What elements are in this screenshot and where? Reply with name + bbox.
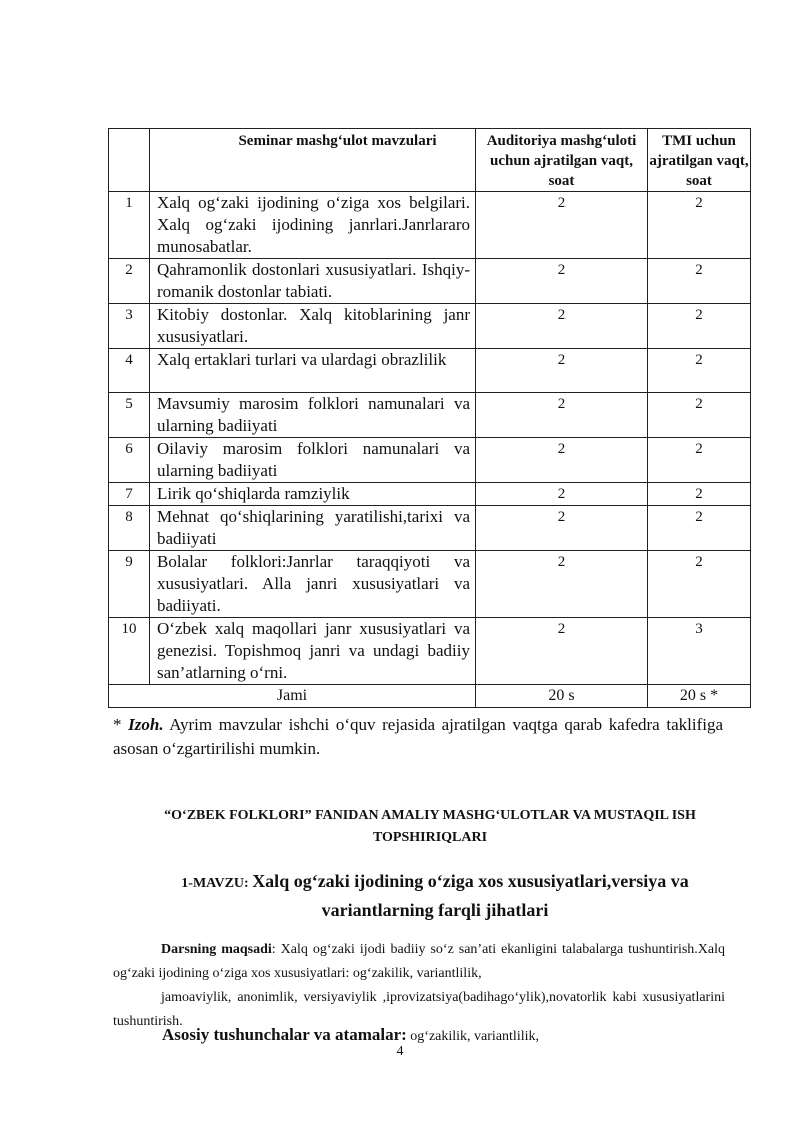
row-number: 10 (109, 618, 150, 685)
row-tmi-hours: 2 (648, 192, 751, 259)
row-auditory-hours: 2 (476, 349, 648, 393)
note-star: * (113, 715, 129, 734)
row-tmi-hours: 2 (648, 438, 751, 483)
table-row (109, 438, 751, 483)
row-auditory-hours: 2 (476, 483, 648, 506)
table-row (109, 506, 751, 551)
row-tmi-hours: 2 (648, 304, 751, 349)
row-tmi-hours: 3 (648, 618, 751, 685)
table-row (109, 259, 751, 304)
row-number: 3 (109, 304, 150, 349)
row-topic: Xalq ertaklari turlari va ulardagi obrazlilik (150, 349, 476, 393)
row-number: 7 (109, 483, 150, 506)
row-auditory-hours: 2 (476, 438, 648, 483)
lesson-goal (113, 938, 725, 1034)
total-auditory: 20 s (476, 685, 648, 708)
row-tmi-hours: 2 (648, 393, 751, 438)
seminar-topics-table (108, 128, 751, 708)
topic-title: Xalq og‘zaki ijodining o‘ziga xos xususiyatlari,versiya va variantlarning farqli jihatlari (252, 871, 689, 920)
goal-label: Darsning maqsadi (161, 942, 272, 957)
row-auditory-hours: 2 (476, 259, 648, 304)
concepts-label: Asosiy tushunchalar va atamalar: (162, 1025, 407, 1044)
row-number: 6 (109, 438, 150, 483)
topic-prefix: 1-MAVZU: (181, 876, 253, 891)
row-topic: Mehnat qo‘shiqlarining yaratilishi,tarixi va badiiyati (150, 506, 476, 551)
table-row (109, 304, 751, 349)
table-row (109, 483, 751, 506)
row-tmi-hours: 2 (648, 349, 751, 393)
row-number: 4 (109, 349, 150, 393)
row-number: 2 (109, 259, 150, 304)
row-topic: Oilaviy marosim folklori namunalari va ularning badiiyati (150, 438, 476, 483)
page-number: 4 (396, 1044, 404, 1059)
row-number: 5 (109, 393, 150, 438)
row-topic: Xalq og‘zaki ijodining o‘ziga xos belgilari. Xalq og‘zaki ijodining janrlari.Janrlararo munosabatlar. (150, 192, 476, 259)
table-row (109, 551, 751, 618)
table-row (109, 618, 751, 685)
row-number: 1 (109, 192, 150, 259)
topic-heading (130, 868, 740, 923)
row-number: 8 (109, 506, 150, 551)
section-title: “O‘ZBEK FOLKLORI” FANIDAN AMALIY MASHG‘ULOTLAR VA MUSTAQIL ISH TOPSHIRIQLARI (164, 808, 696, 845)
goal-text-1: : Xalq og‘zaki ijodi badiiy so‘z san’ati ekanligini talabalarga tushuntirish.Xalq og‘zaki ijodining o‘ziga xos xususiyatlari: og‘zakilik, variantlilik, (113, 942, 725, 981)
total-label: Jami (109, 685, 476, 708)
table-header-row (109, 129, 751, 192)
header-tmi-hours: TMI uchun ajratilgan vaqt, soat (648, 129, 751, 192)
note-label: Izoh. (128, 715, 164, 734)
row-topic: O‘zbek xalq maqollari janr xususiyatlari va genezisi. Topishmoq janri va undagi badiiy san’atlarning o‘rni. (150, 618, 476, 685)
row-auditory-hours: 2 (476, 618, 648, 685)
row-topic: Kitobiy dostonlar. Xalq kitoblarining janr xususiyatlari. (150, 304, 476, 349)
table-row (109, 349, 751, 393)
table-row (109, 393, 751, 438)
header-topic: Seminar mashg‘ulot mavzulari (150, 129, 476, 192)
row-tmi-hours: 2 (648, 551, 751, 618)
note-text: Ayrim mavzular ishchi o‘quv rejasida ajratilgan vaqtga qarab kafedra taklifiga asosan o‘zgartirilishi mumkin. (113, 715, 724, 758)
row-tmi-hours: 2 (648, 259, 751, 304)
row-tmi-hours: 2 (648, 483, 751, 506)
row-number: 9 (109, 551, 150, 618)
header-auditory-hours: Auditoriya mashg‘uloti uchun ajratilgan vaqt, soat (476, 129, 648, 192)
goal-text-2: jamoaviylik, anonimlik, versiyaviylik ,iprovizatsiya(badihago‘ylik),novatorlik kabi xususiyatlarini tushuntirish. (113, 990, 725, 1029)
table-row (109, 192, 751, 259)
header-number (109, 129, 150, 192)
row-topic: Lirik qo‘shiqlarda ramziylik (150, 483, 476, 506)
row-topic: Bolalar folklori:Janrlar taraqqiyoti va xususiyatlari. Alla janri xususiyatlari va badiiyati. (150, 551, 476, 618)
row-tmi-hours: 2 (648, 506, 751, 551)
row-auditory-hours: 2 (476, 506, 648, 551)
row-auditory-hours: 2 (476, 304, 648, 349)
row-auditory-hours: 2 (476, 192, 648, 259)
row-auditory-hours: 2 (476, 551, 648, 618)
total-tmi: 20 s * (648, 685, 751, 708)
table-total-row (109, 685, 751, 708)
row-topic: Qahramonlik dostonlari xususiyatlari. Ishqiy-romanik dostonlar tabiati. (150, 259, 476, 304)
note-paragraph (113, 713, 723, 761)
row-auditory-hours: 2 (476, 393, 648, 438)
row-topic: Mavsumiy marosim folklori namunalari va ularning badiiyati (150, 393, 476, 438)
concepts-text: og‘zakilik, variantlilik, (406, 1029, 539, 1044)
